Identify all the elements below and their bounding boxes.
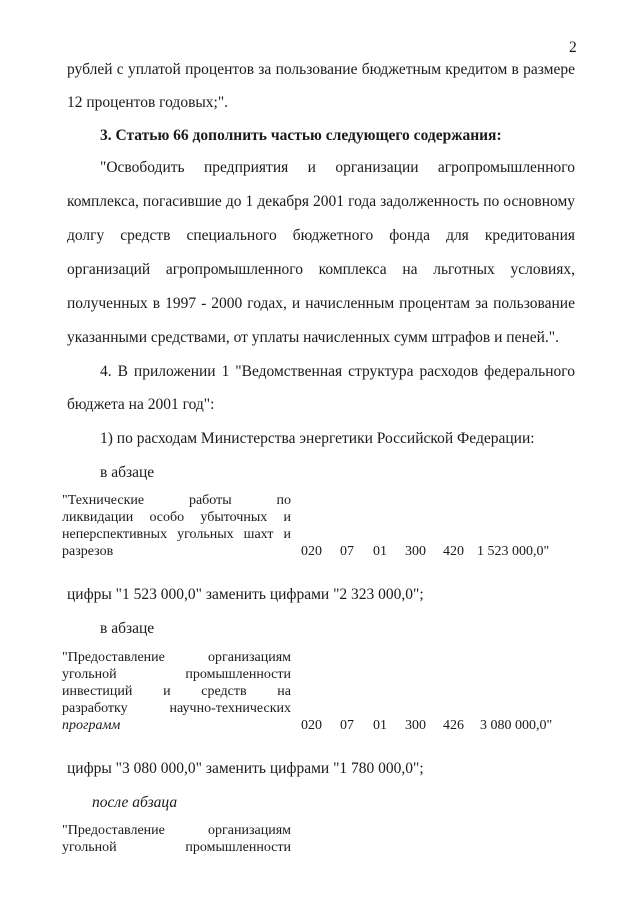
code-subsection: 01 — [373, 718, 387, 733]
page-number: 2 — [569, 39, 577, 56]
block-text-line: программ — [62, 718, 121, 733]
block-text-line: инвестиций и средств на — [62, 684, 291, 699]
code-expense-type: 420 — [443, 544, 464, 559]
paragraph-line: организаций агропромышленного комплекса на льготных условиях, — [67, 261, 575, 278]
code-ministry: 020 — [301, 718, 322, 733]
budget-code-row — [0, 544, 640, 560]
block-text-line: угольной промышленности — [62, 840, 291, 855]
code-section: 07 — [340, 544, 354, 559]
paragraph-line: полученных в 1997 - 2000 годах, и начисленным процентам за пользование — [67, 295, 575, 312]
block-intro: после абзаца — [92, 794, 178, 811]
budget-code-row — [0, 718, 640, 734]
block-intro: в абзаце — [100, 620, 155, 637]
block-text-line: угольной промышленности — [62, 667, 291, 682]
block-intro: в абзаце — [100, 464, 155, 481]
code-ministry: 020 — [301, 544, 322, 559]
block-text-line: "Технические работы по — [62, 493, 291, 508]
replacement-line: цифры "3 080 000,0" заменить цифрами "1 780 000,0"; — [67, 760, 424, 777]
paragraph-line: указанными средствами, от уплаты начисленных сумм штрафов и пеней.". — [67, 329, 560, 346]
paragraph-line: "Освободить предприятия и организации агропромышленного — [100, 159, 575, 176]
block-text-line: ликвидации особо убыточных и — [62, 510, 291, 525]
block-text-line: "Предоставление организациям — [62, 823, 291, 838]
item-3-heading: 3. Статью 66 дополнить частью следующего содержания: — [100, 127, 502, 144]
code-target: 300 — [405, 544, 426, 559]
replacement-line: цифры "1 523 000,0" заменить цифрами "2 323 000,0"; — [67, 586, 424, 603]
paragraph-line: 12 процентов годовых;". — [67, 94, 229, 111]
block-text-line: "Предоставление организациям — [62, 650, 291, 665]
paragraph-line: комплекса, погасившие до 1 декабря 2001 года задолженность по основному — [67, 193, 575, 210]
code-target: 300 — [405, 718, 426, 733]
code-expense-type: 426 — [443, 718, 464, 733]
block-text-line: разрезов — [62, 544, 114, 559]
code-amount: 1 523 000,0" — [477, 544, 550, 559]
item-4-line: 4. В приложении 1 "Ведомственная структура расходов федерального — [100, 363, 575, 380]
code-amount: 3 080 000,0" — [480, 718, 553, 733]
subitem-1-heading: 1) по расходам Министерства энергетики Российской Федерации: — [100, 430, 535, 447]
code-subsection: 01 — [373, 544, 387, 559]
code-section: 07 — [340, 718, 354, 733]
item-4-line: бюджета на 2001 год": — [67, 396, 215, 413]
block-text-line: неперспективных угольных шахт и — [62, 527, 291, 542]
paragraph-line: рублей с уплатой процентов за пользование бюджетным кредитом в размере — [67, 61, 575, 78]
paragraph-line: долгу средств специального бюджетного фонда для кредитования — [67, 227, 575, 244]
block-text-line: разработку научно-технических — [62, 701, 291, 716]
